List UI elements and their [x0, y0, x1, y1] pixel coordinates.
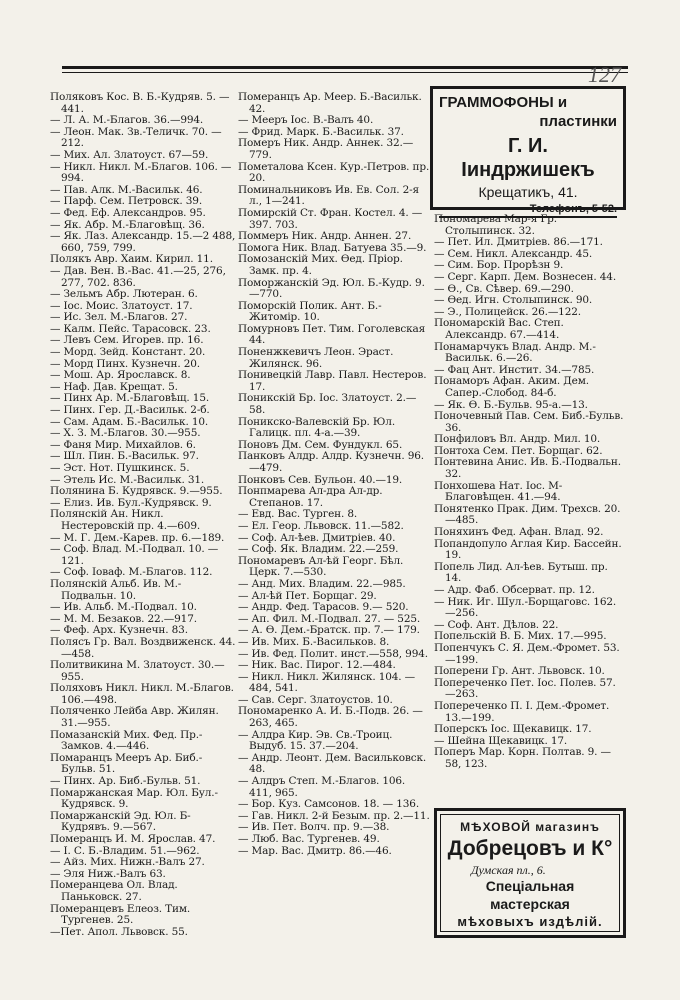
directory-entry: — Эля Ниж.-Валъ 63. [50, 867, 166, 880]
directory-entry: Полясъ Гр. Вал. Воздвиженск. 44.—458. [50, 635, 236, 660]
directory-entry: — Адр. Фаб. Обсерват. пр. 12. [434, 584, 595, 596]
ad-fur-frame [440, 814, 620, 932]
directory-entry: Помаранцъ Мееръ Ар. Биб.-Бульв. 51. [50, 751, 203, 776]
directory-entry: — І. С. Б.-Владим. 51.—962. [50, 844, 200, 857]
directory-entry: — Ис. Зел. М.-Благов. 27. [50, 311, 188, 324]
directory-entry: — Сим. Бор. Прорѣзн 9. [434, 259, 564, 272]
directory-entry: — Пинх. Гер. Д.-Васильк. 2-б. [50, 404, 210, 417]
directory-entry: Поляковъ Кос. В. Б.-Кудряв. 5. —441. [50, 91, 230, 115]
ad-gramophone-phone: Телефонъ, 5-52. [529, 203, 617, 215]
directory-entry: Померанцъ И. М. Ярослав. 47. [50, 833, 216, 845]
gramophone-advertisement [430, 86, 626, 215]
directory-entry: — Мош. Ар. Ярославск. 8. [50, 369, 191, 382]
directory-entry: Попереченко П. І. Дем.-Фромет. 13.—199. [434, 699, 610, 724]
directory-entry: — Алдра Кир. Эв. Св.-Троиц. Выдуб. 15. 37.—204. [238, 728, 393, 753]
directory-entry: —Пет. Апол. Львовск. 55. [50, 925, 188, 938]
directory-entry: — Ив. Мих. Б.-Васильков. 8. [238, 635, 390, 648]
ad-gramophone-heading: ГРАММОФОНЫ и [439, 94, 568, 111]
directory-entry: Поняхинъ Фед. Афан. Влад. 92. [434, 526, 604, 539]
directory-entry: — Мееръ Іос. В.-Валъ 40. [238, 114, 374, 127]
directory-entry: — Наф. Дав. Крещат. 5. [50, 380, 178, 393]
ad-fur-workshop: Спеціальная мастерская [485, 878, 575, 912]
directory-entry: Попенчукъ С. Я. Дем.-Фромет. 53.—199. [434, 641, 620, 666]
directory-entry: Поминальниковъ Ив. Ев. Сол. 2-я л., 1—241. [238, 183, 419, 208]
ad-fur-products: мѣховыхъ издѣлій. [457, 914, 603, 929]
directory-entry: Полянина Б. Кудрявск. 9.—955. [50, 485, 223, 498]
directory-entry: — Андр. Леонт. Дем. Васильковск. 48. [238, 751, 427, 776]
directory-entry: Попандопуло Аглая Кир. Бассейн. 19. [434, 537, 622, 562]
directory-entry: — Алдръ Степ. М.-Благов. 106. 411, 965. [238, 775, 406, 799]
directory-entry: — Ив. Пет. Волч. пр. 9.—38. [238, 821, 390, 834]
directory-entry: — Сав. Серг. Златоустов. 10. [238, 693, 393, 706]
ad-gramophone-body [439, 93, 617, 218]
directory-entry: — Ник. Иг. Шул.-Борщаговс. 162.—256. [434, 595, 617, 620]
directory-entry: Понивецкій Лавр. Павл. Нестеров. 17. [238, 369, 427, 393]
directory-entry: Поляховъ Никл. Никл. М.-Благов. 106.—498. [50, 682, 234, 706]
directory-entry: Поперъ Мар. Корн. Полтав. 9. —58, 123. [434, 746, 611, 770]
directory-entry: — Ел. Геор. Львовск. 11.—582. [238, 519, 404, 532]
directory-entry: — Никл. Никл. Жилянск. 104. —484, 541. [238, 670, 416, 695]
directory-entry: Пономаренко А. И. Б.-Подв. 26. —263, 465. [238, 705, 423, 730]
directory-entry: Понхошева Нат. Іос. М-Благовѣщен. 41.—94. [434, 479, 563, 504]
directory-entry: Померъ Ник. Андр. Аннек. 32.—779. [238, 137, 414, 161]
directory-entry: Пометалова Ксен. Кур.-Петров. пр. 20. [238, 160, 430, 185]
directory-entry: — Калм. Пейс. Тарасовск. 23. [50, 322, 211, 335]
directory-entry: — Соф. Влад. М.-Подвал. 10. —121. [50, 543, 219, 567]
directory-entry: Поненжкевичъ Леон. Эраст. Жилянск. 96. [238, 346, 394, 370]
directory-entry: Понковъ Сев. Бульон. 40.—19. [238, 473, 403, 486]
directory-entry: Помазанскій Мих. Фед. Пр.-Замков. 4.—446. [50, 728, 203, 753]
directory-entry: — Никл. Никл. М.-Благов. 106. —994. [50, 160, 232, 185]
ad-fur-merchant: Добрецовъ и К° [447, 837, 613, 860]
directory-entry: Поникскій Бр. Іос. Златоуст. 2.— 58. [238, 392, 417, 417]
directory-column-3 [434, 214, 624, 771]
directory-entry: Политвикина М. Златоуст. 30.—955. [50, 659, 225, 683]
directory-entry: Поперени Гр. Ант. Львовск. 10. [434, 665, 605, 678]
directory-entry: Помирскій Ст. Фран. Костел. 4. —397. 703. [238, 206, 423, 231]
directory-entry: Поммеръ Ник. Андр. Аннен. 27. [238, 230, 412, 243]
directory-entry: — Леон. Мак. Зв.-Теличк. 70. —212. [50, 125, 222, 150]
page-number: 127 [588, 62, 621, 87]
directory-entry: — Ап. Фил. М.-Подвал. 27. — 525. [238, 612, 421, 625]
directory-entry: Поновъ Дм. Сем. Фундукл. 65. [238, 438, 403, 451]
directory-entry: Понаморъ Афан. Аким. Дем. Сапер.-Слобод. 84-б. [434, 375, 589, 399]
directory-entry: — Ѳ., Св. Сѣвер. 69.—290. [434, 282, 574, 295]
directory-entry: Поморскій Полик. Ант. Б.-Житомір. 10. [238, 299, 382, 324]
directory-entry: Помаржанскій Эд. Юл. Б-Кудрявъ. 9.—567. [50, 809, 191, 834]
directory-entry: — Сам. Адам. Б.-Васильк. 10. [50, 415, 209, 428]
directory-entry: — Ив. Альб. М.-Подвал. 10. [50, 601, 197, 614]
directory-entry: — Х. З. М.-Благов. 30.—955. [50, 427, 201, 440]
directory-entry: — Мар. Вас. Дмитр. 86.—46. [238, 844, 392, 857]
directory-entry: — Як. Лаз. Александр. 15.—2 488, 660, 759, 799. [50, 230, 236, 254]
top-rule-thin [62, 72, 628, 73]
directory-entry: Пономаревъ Ал-ѣй Георг. Бѣл. Церк. 7.—530. [238, 554, 404, 579]
directory-entry: — Фед. Еф. Александров. 95. [50, 206, 206, 219]
ad-gramophone-merchant: Г. И. Іиндржишекъ [461, 135, 595, 181]
directory-entry: — Соф. Ал-ѣев. Дмитріев. 40. [238, 531, 396, 544]
directory-entry: — Ал-ѣй Пет. Борщаг. 29. [238, 589, 377, 602]
directory-entry: Попереченко Пет. Іос. Полев. 57.—263. [434, 676, 616, 701]
directory-entry: — Ник. Вас. Пирог. 12.—484. [238, 659, 396, 672]
directory-entry: Попель Лид. Ал-ѣев. Бутыш. пр. 14. [434, 560, 608, 585]
directory-entry: Помурновъ Пет. Тим. Гоголевская 44. [238, 322, 426, 347]
directory-entry: — Фаня Мир. Михайлов. 6. [50, 438, 196, 451]
directory-entry: — Пет. Ил. Дмитріев. 86.—171. [434, 236, 603, 249]
directory-entry: — Соф. Ант. Дѣлов. 22. [434, 618, 559, 631]
directory-entry: Помаржанская Мар. Юл. Бул.-Кудрявск. 9. [50, 786, 218, 811]
directory-entry: — Сем. Никл. Александр. 45. [434, 247, 593, 260]
directory-entry: — Андр. Фед. Тарасов. 9.— 520. [238, 601, 409, 614]
directory-entry: — Парф. Сем. Петровск. 39. [50, 195, 203, 208]
directory-entry: Поночевный Пав. Сем. Биб.-Бульв. 36. [434, 410, 624, 434]
directory-entry: Поляченко Лейба Авр. Жилян. 31.—955. [50, 705, 219, 730]
ad-gramophone-address: Крещатикъ, 41. [478, 184, 578, 200]
directory-entry: — Феф. Арх. Кузнечн. 83. [50, 624, 188, 637]
directory-entry: Пономарскій Вас. Степ. Александр. 67.—414. [434, 317, 564, 341]
directory-entry: — Пинх. Ар. Биб.-Бульв. 51. [50, 775, 201, 788]
directory-entry: — Фрид. Марк. Б.-Васильк. 37. [238, 125, 404, 138]
directory-entry: Померанцъ Ар. Меер. Б.-Васильк. 42. [238, 91, 422, 115]
directory-entry: Понамарчукъ Влад. Андр. М.-Васильк. 6.—26. [434, 340, 596, 365]
directory-entry: — М. Г. Дем.-Карев. пр. 6.—189. [50, 531, 225, 544]
directory-entry: — Соф. Як. Владим. 22.—259. [238, 543, 399, 556]
directory-entry: Пономарева Мар-я Гр. Столыпинск. 32. [434, 213, 557, 237]
directory-entry: Понтевина Анис. Ив. Б.-Подвальн. 32. [434, 456, 621, 481]
directory-entry: — Л. А. М.-Благов. 36.—994. [50, 114, 204, 127]
directory-entry: — Левъ Сем. Игорев. пр. 16. [50, 334, 204, 347]
directory-entry: — Зельмъ Абр. Лютеран. 6. [50, 288, 198, 301]
directory-entry: — Бор. Куз. Самсонов. 18. — 136. [238, 798, 420, 811]
directory-entry: Панковъ Алдр. Алдр. Кузнечн. 96.—479. [238, 450, 424, 474]
directory-entry: Попельскій В. Б. Мих. 17.—995. [434, 630, 607, 643]
ad-gramophone-subheading: пластинки [539, 113, 617, 130]
directory-entry: — Евд. Вас. Турген. 8. [238, 508, 358, 521]
directory-entry: — Шл. Пин. Б.-Васильк. 97. [50, 450, 199, 463]
directory-entry: Понфиловъ Вл. Андр. Мил. 10. [434, 433, 601, 446]
directory-entry: — Мих. Ал. Златоуст. 67—59. [50, 148, 209, 161]
directory-entry: — Соф. Іоваф. М.-Благов. 112. [50, 566, 213, 579]
directory-entry: — Елиз. Ив. Бул.-Кудрявск. 9. [50, 496, 212, 509]
directory-entry: — Этель Ис. М.-Васильк. 31. [50, 473, 205, 486]
directory-entry: Поперскъ Іос. Щекавицк. 17. [434, 723, 592, 736]
directory-entry: Помозанскій Мих. Ѳед. Пріор. Замк. пр. 4. [238, 253, 403, 277]
directory-entry: — Пинх Ар. М.-Благовѣщ. 15. [50, 392, 210, 405]
directory-entry: — Фац Ант. Инстит. 34.—785. [434, 363, 595, 376]
directory-entry: — Іос. Моис. Златоуст. 17. [50, 299, 193, 312]
directory-entry: — Э., Полицейск. 26.—122. [434, 305, 581, 318]
ad-fur-heading: МѢХОВОЙ магазинъ [460, 820, 600, 834]
directory-entry: — Шейна Щекавицк. 17. [434, 734, 568, 747]
directory-column-2 [238, 92, 430, 857]
directory-entry: — Морд Пинх. Кузнечн. 20. [50, 357, 200, 370]
directory-entry: — Анд. Мих. Владим. 22.—985. [238, 577, 406, 590]
directory-entry: Померанцевъ Елеоз. Тим. Тургенев. 25. [50, 902, 191, 927]
top-rule-thick [62, 66, 628, 69]
directory-entry: — Гав. Никл. 2-й Безым. пр. 2.—11. [238, 809, 430, 822]
directory-column-1 [50, 92, 236, 938]
directory-entry: Поморжанскій Эд. Юл. Б.-Кудр. 9.—770. [238, 276, 425, 301]
directory-entry: — М. М. Безаков. 22.—917. [50, 612, 197, 625]
directory-entry: — Морд. Зейд. Констант. 20. [50, 346, 206, 359]
directory-entry: — Эст. Нот. Пушкинск. 5. [50, 462, 190, 474]
directory-entry: Понпмарева Ал-дра Ал-др. Степанов. 17. [238, 485, 383, 509]
directory-entry: Полянскій Ан. Никл. Нестеровскій пр. 4.—609. [50, 508, 201, 532]
directory-entry: — Дав. Вен. В.-Вас. 41.—25, 276, 277, 702. 836. [50, 264, 226, 289]
directory-entry: — Серг. Карп. Дем. Вознесен. 44. [434, 270, 617, 283]
directory-entry: Полянскій Альб. Ив. М.-Подвальн. 10. [50, 577, 182, 602]
directory-entry: — Айз. Мих. Нижн.-Валъ 27. [50, 856, 205, 869]
directory-entry: — А. Ѳ. Дем.-Братск. пр. 7.— 179. [238, 624, 420, 637]
directory-entry: — Ѳед. Игн. Столыпинск. 90. [434, 294, 593, 307]
directory-entry: Помога Ник. Влад. Батуева 35.—9. [238, 241, 427, 254]
directory-entry: Померанцева Ол. Влад. Паньковск. 27. [50, 879, 178, 903]
directory-entry: — Як. Ѳ. Б.-Бульв. 95-а.—13. [434, 398, 588, 411]
directory-entry: Понтоха Сем. Пет. Борщаг. 62. [434, 444, 603, 457]
directory-entry: Понятенко Прак. Дим. Трехсв. 20.—485. [434, 502, 621, 527]
directory-entry: — Як. Абр. М.-Благовѣщ. 36. [50, 218, 205, 231]
ad-fur-address: Думская пл., 6. [471, 863, 546, 877]
directory-entry: — Люб. Вас. Тургенев. 49. [238, 833, 380, 845]
fur-shop-advertisement [434, 808, 626, 938]
directory-entry: — Ив. Фед. Полит. инст.—558, 994. [238, 647, 428, 660]
directory-entry: Поникско-Валевскій Бр. Юл. Галицк. пл. 4-а.—39. [238, 415, 396, 440]
directory-entry: Полякъ Авр. Хаим. Кирил. 11. [50, 253, 213, 266]
directory-entry: — Пав. Алк. М.-Васильк. 46. [50, 183, 203, 196]
